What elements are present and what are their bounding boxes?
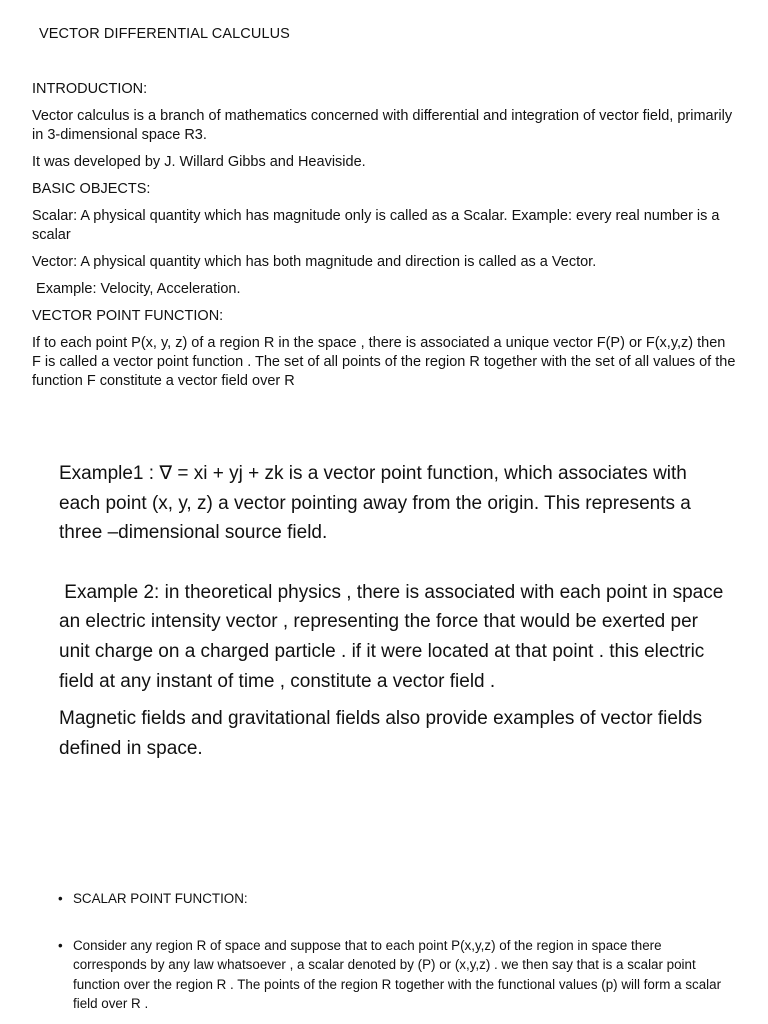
example-3: Magnetic fields and gravitational fields also provide examples of vector fields defined in space. (59, 708, 703, 759)
scalar-definition: Scalar: A physical quantity which has magnitude only is called as a Scalar. Example: every real number is a scalar (32, 208, 720, 243)
basic-objects-heading: BASIC OBJECTS: (32, 181, 151, 197)
bullet-item-scalar-definition (58, 936, 728, 1013)
intro-heading: INTRODUCTION: (32, 81, 148, 97)
scalar-point-function-section (58, 889, 728, 1013)
example-2: Example 2: in theoretical physics , there is associated with each point in space an electric intensity vector , representing the force that would be exerted per unit charge on a charged particle . if it were located at that point . this electric field at any instant of time , constitute a vector field . (59, 581, 729, 692)
vector-point-function-heading: VECTOR POINT FUNCTION: (32, 308, 224, 324)
scalar-point-function-heading: SCALAR POINT FUNCTION: (73, 891, 248, 906)
intro-paragraph-2: It was developed by J. Willard Gibbs and Heaviside. (32, 154, 366, 170)
scalar-point-function-definition: Consider any region R of space and suppose that to each point P(x,y,z) of the region in space there corresponds by any law whatsoever , a scalar denoted by (P) or (x,y,z) . we then say that is a scalar point function over the region R . The points of the region R together with the functional values (p) will form a scalar field over R . (73, 938, 722, 1011)
intro-section (32, 80, 737, 399)
vector-example: Example: Velocity, Acceleration. (32, 281, 241, 297)
intro-paragraph-1: Vector calculus is a branch of mathematics concerned with differential and integration of vector field, primarily in 3-dimensional space R3. (32, 108, 733, 143)
bullet-item-scalar-heading (58, 889, 728, 908)
examples-section (59, 459, 729, 763)
example-1: Example1 : ∇ = xi + yj + zk is a vector point function, which associates with each point (x, y, z) a vector pointing away from the origin. This represents a three –dimensional source field. (59, 463, 691, 544)
vector-point-function-definition: If to each point P(x, y, z) of a region R in the space , there is associated a unique vector F(P) or F(x,y,z) then F is called a vector point function . The set of all points of the region R together with the set of all values of the function F constitute a vector field over R (32, 335, 736, 389)
vector-definition: Vector: A physical quantity which has both magnitude and direction is called as a Vector. (32, 254, 597, 270)
bullet-icon: • (58, 938, 63, 954)
bullet-icon: • (58, 891, 63, 906)
document-title: VECTOR DIFFERENTIAL CALCULUS (39, 26, 290, 42)
